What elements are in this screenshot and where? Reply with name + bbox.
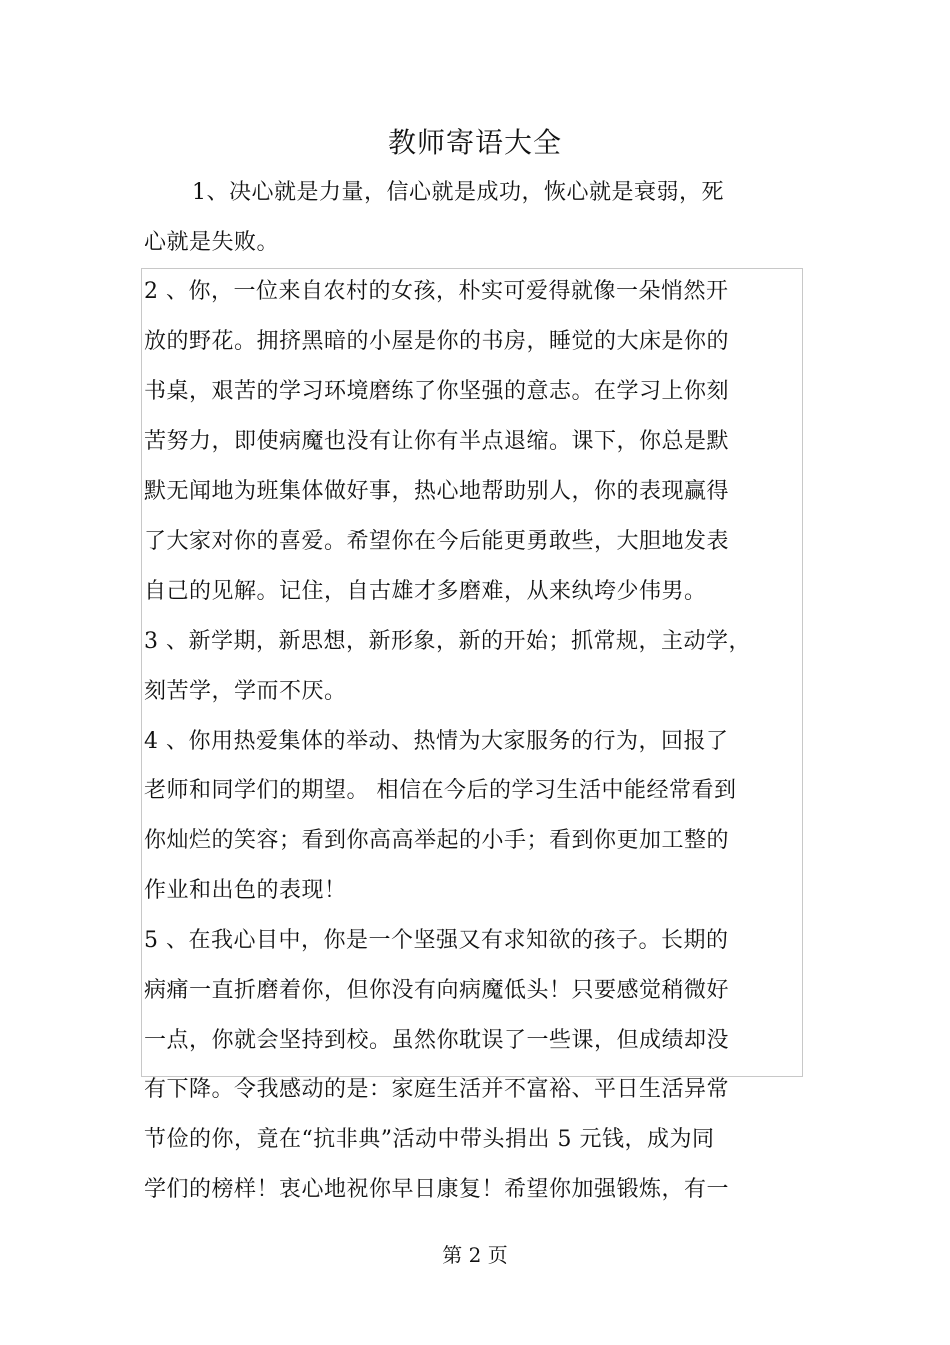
paragraph-line: 1、决心就是力量，信心就是成功，恢心就是衰弱，死 — [192, 180, 724, 205]
paragraph-line: 一点，你就会坚持到校。虽然你耽误了一些课，但成绩却没 — [144, 1028, 730, 1053]
paragraph-line: 放的野花。拥挤黑暗的小屋是你的书房，睡觉的大床是你的 — [144, 329, 730, 354]
paragraph-line: 5 、在我心目中，你是一个坚强又有求知欲的孩子。长期的 — [144, 928, 729, 953]
page-title: 教师寄语大全 — [387, 126, 562, 159]
paragraph-line: 自己的见解。记住，自古雄才多磨难，从来纨垮少伟男。 — [144, 579, 707, 604]
paragraph-line: 节俭的你，竟在“抗非典”活动中带头捐出 5 元钱，成为同 — [144, 1127, 715, 1152]
paragraph-line: 有下降。令我感动的是：家庭生活并不富裕、平日生活异常 — [144, 1077, 730, 1102]
paragraph-line: 学们的榜样！衷心地祝你早日康复！希望你加强锻炼，有一 — [144, 1177, 730, 1202]
paragraph-line: 老师和同学们的期望。 相信在今后的学习生活中能经常看到 — [144, 778, 737, 803]
paragraph-line: 书桌，艰苦的学习环境磨练了你坚强的意志。在学习上你刻 — [144, 379, 730, 404]
paragraph-line: 病痛一直折磨着你，但你没有向病魔低头！只要感觉稍微好 — [144, 978, 730, 1003]
paragraph-line: 了大家对你的喜爱。希望你在今后能更勇敢些，大胆地发表 — [144, 529, 730, 554]
paragraph-line: 心就是失败。 — [144, 230, 280, 255]
page-number: 第 2 页 — [442, 1243, 508, 1267]
paragraph-line: 刻苦学，学而不厌。 — [144, 679, 347, 704]
paragraph-line: 默无闻地为班集体做好事，热心地帮助别人，你的表现赢得 — [144, 479, 730, 504]
paragraph-line: 2 、你，一位来自农村的女孩，朴实可爱得就像一朵悄然开 — [144, 279, 729, 304]
paragraph-line: 苦努力，即使病魔也没有让你有半点退缩。课下，你总是默 — [144, 429, 730, 454]
paragraph-line: 你灿烂的笑容；看到你高高举起的小手；看到你更加工整的 — [144, 828, 730, 853]
paragraph-line: 4 、你用热爱集体的举动、热情为大家服务的行为，回报了 — [144, 729, 729, 754]
paragraph-line: 3 、新学期，新思想，新形象，新的开始；抓常规，主动学， — [144, 629, 751, 654]
paragraph-line: 作业和出色的表现！ — [144, 878, 347, 903]
